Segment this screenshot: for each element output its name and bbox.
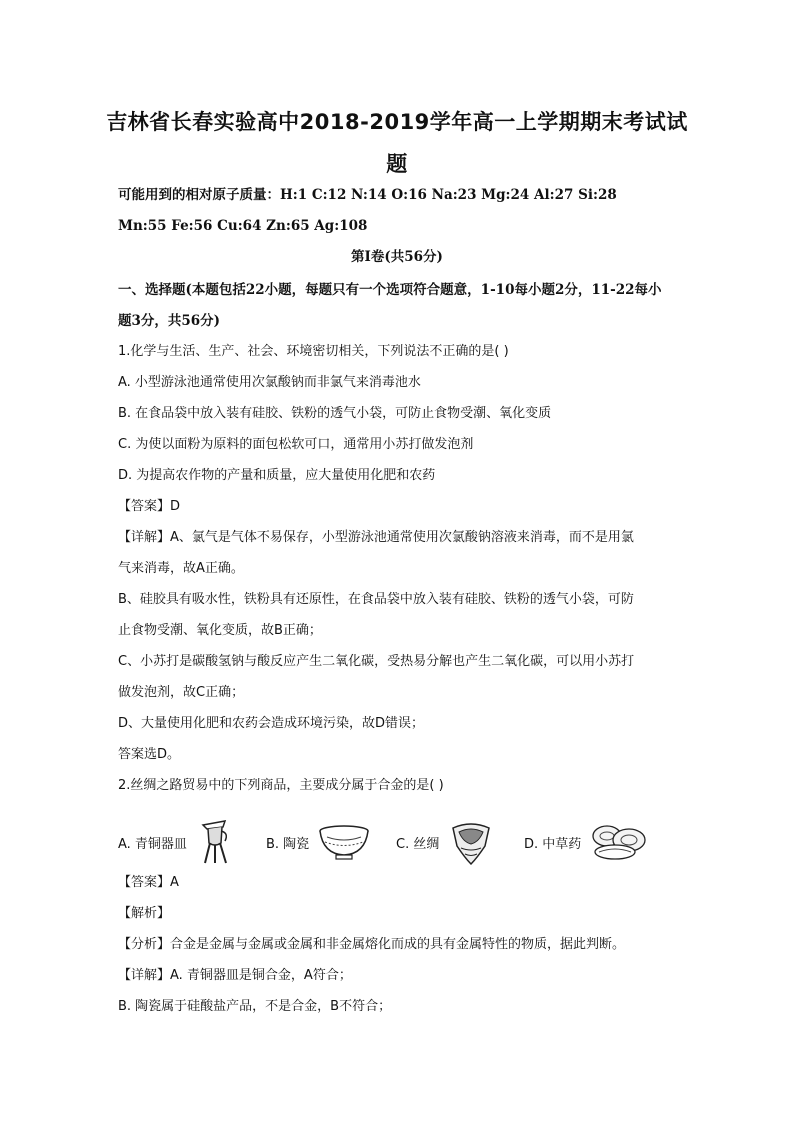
page-title: 吉林省长春实验高中2018-2019学年高一上学期期末考试试	[106, 110, 688, 134]
atomic-mass-line-1: 可能用到的相对原子质量：H:1 C:12 N:14 O:16 Na:23 Mg:24 Al:27 Si:28	[118, 187, 617, 203]
part1-heading-continued: 题3分，共56分)	[118, 313, 221, 329]
question-1-option-c: C. 为使以面粉为原料的面包松软可口，通常用小苏打做发泡剂	[118, 437, 474, 452]
question-1-explanation: D、大量使用化肥和农药会造成环境污染，故D错误；	[118, 716, 425, 731]
question-2-explanation: B. 陶瓷属于硅酸盐产品，不是合金，B不符合；	[118, 999, 392, 1014]
question-2-option-a	[118, 818, 235, 866]
herbal-medicine-icon	[589, 822, 653, 862]
question-2-analysis: 【分析】合金是金属与金属或金属和非金属熔化而成的具有金属特性的物质，据此判断。	[118, 937, 626, 952]
question-1-option-d: D. 为提高农作物的产量和质量，应大量使用化肥和农药	[118, 468, 436, 483]
question-2-explanation: 【详解】A. 青铜器皿是铜合金，A符合；	[118, 968, 352, 983]
section-title: 第Ⅰ卷(共56分)	[351, 249, 443, 265]
silk-cloth-icon	[447, 818, 495, 866]
question-1-explanation: 做发泡剂，故C正确；	[118, 685, 245, 700]
question-1-option-b: B. 在食品袋中放入装有硅胶、铁粉的透气小袋，可防止食物受潮、氧化变质	[118, 406, 552, 421]
page-title-continued: 题	[386, 152, 408, 176]
question-2-analysis-label: 【解析】	[118, 906, 171, 921]
question-1-explanation: 【详解】A、氯气是气体不易保存，小型游泳池通常使用次氯酸钠溶液来消毒，而不是用氯	[118, 530, 634, 545]
question-2-option-d	[524, 818, 653, 866]
question-1-answer: 【答案】D	[118, 499, 181, 514]
question-2-option-c	[396, 818, 495, 866]
question-1-explanation: C、小苏打是碳酸氢钠与酸反应产生二氧化碳，受热易分解也产生二氧化碳，可以用小苏打	[118, 654, 635, 669]
question-2-option-b	[266, 818, 371, 866]
bronze-vessel-icon	[195, 819, 235, 865]
option-b-label: B. 陶瓷	[266, 836, 310, 852]
question-2-answer: 【答案】A	[118, 875, 179, 890]
atomic-mass-line-2: Mn:55 Fe:56 Cu:64 Zn:65 Ag:108	[118, 218, 368, 234]
question-2-options	[118, 818, 678, 866]
question-1-explanation: 气来消毒，故A正确。	[118, 561, 244, 576]
question-1-explanation: 答案选D。	[118, 747, 181, 762]
option-a-label: A. 青铜器皿	[118, 836, 187, 852]
question-2-stem: 2.丝绸之路贸易中的下列商品，主要成分属于合金的是( )	[118, 778, 444, 793]
part1-heading: 一、选择题(本题包括22小题，每题只有一个选项符合题意，1-10每小题2分，11-22每小	[118, 282, 662, 298]
option-c-label: C. 丝绸	[396, 836, 440, 852]
question-1-explanation: 止食物受潮、氧化变质，故B正确；	[118, 623, 322, 638]
question-1-explanation: B、硅胶具有吸水性，铁粉具有还原性，在食品袋中放入装有硅胶、铁粉的透气小袋，可防	[118, 592, 634, 607]
option-d-label: D. 中草药	[524, 836, 582, 852]
question-1-option-a: A. 小型游泳池通常使用次氯酸钠而非氯气来消毒池水	[118, 375, 421, 390]
question-1-stem: 1.化学与生活、生产、社会、环境密切相关，下列说法不正确的是( )	[118, 344, 509, 359]
porcelain-bowl-icon	[317, 822, 371, 862]
